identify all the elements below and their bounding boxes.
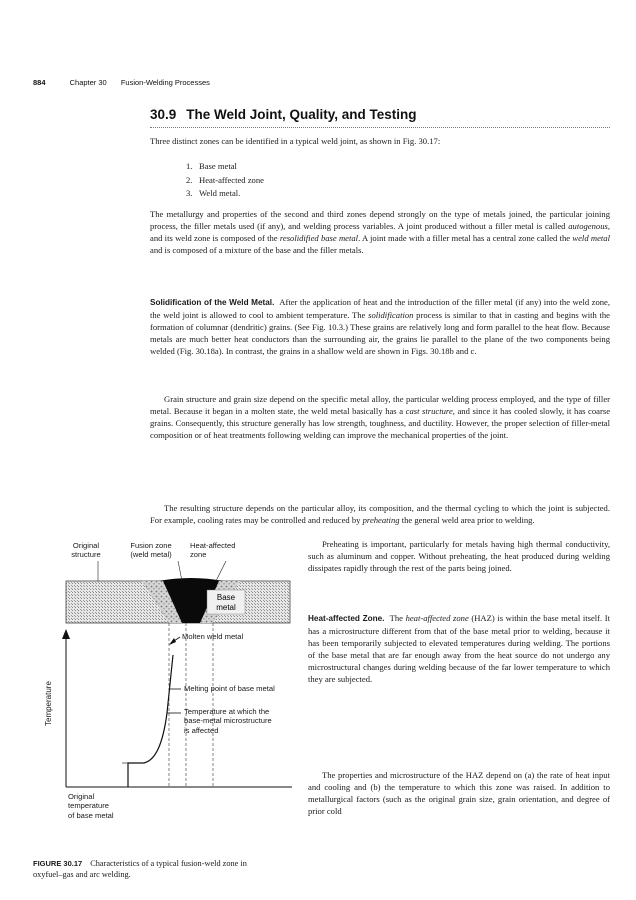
metallurgy-paragraph: The metallurgy and properties of the second and third zones depend strongly on the type of metals joined, the particular joining process, the filler metals used (if any), and welding process variables. A joint produced without a filler metal is called autogenous, and its weld zone is composed of the resolidified base metal. A joint made with a filler metal has a central zone called the weld metal and is composed of a mixture of the base and the filler metals. xyxy=(150,209,610,256)
label-heat-affected-zone: Heat-affected zone xyxy=(190,541,236,560)
intro-paragraph: Three distinct zones can be identified in a typical weld joint, as shown in Fig. 30.17: xyxy=(150,136,441,146)
caption-number: FIGURE 30.17 xyxy=(33,859,83,868)
chapter-label: Chapter 30 xyxy=(69,78,107,87)
running-header xyxy=(33,78,210,87)
haz-heading: Heat-affected Zone. xyxy=(308,614,385,623)
label-original-temperature: Original temperature of base metal xyxy=(68,792,114,820)
figure-caption xyxy=(33,858,278,880)
weld-bead xyxy=(158,578,224,581)
preheating-paragraph: Preheating is important, particularly for metals having high thermal conductivity, such as aluminum and copper. Without preheating, the heat produced during welding dissipates rapidly through the rest of the parts being joined. xyxy=(308,539,610,574)
temperature-curve xyxy=(128,655,173,787)
label-fusion-zone: Fusion zone (weld metal) xyxy=(130,541,172,560)
label-molten-weld-metal: Molten weld metal xyxy=(182,632,244,641)
label-microstructure-temperature: Temperature at which the base-metal microstructure is affected xyxy=(184,707,272,735)
label-melting-point: Melting point of base metal xyxy=(184,684,275,693)
section-heading: The Weld Joint, Quality, and Testing xyxy=(186,107,417,122)
solidification-heading: Solidification of the Weld Metal. xyxy=(150,298,275,307)
solidification-paragraph-3: The resulting structure depends on the particular alloy, its composition, and the thermal cycling to which the joint is subjected. For example, cooling rates may be controlled and reduced by preheating the general weld area prior to welding. xyxy=(150,503,610,526)
base-metal-label-line-2: metal xyxy=(216,603,236,612)
section-title xyxy=(150,107,417,122)
title-rule xyxy=(150,127,610,128)
list-item: 1. Base metal xyxy=(186,161,237,171)
chapter-title: Fusion-Welding Processes xyxy=(120,78,210,87)
molten-arrow-icon xyxy=(169,638,176,645)
solidification-paragraph-1: Solidification of the Weld Metal. After the application of heat and the introduction of the filler metal (if any) into the weld zone, the weld joint is allowed to cool to ambient temperature. The solidification process is similar to that in casting and begins with the formation of columnar (dendritic) grains. (See Fig. 10.3.) These grains are relatively long and form parallel to the heat flow. Because metals are much better heat conductors than the surrounding air, the grains lie parallel to the plane of the two components being welded (Fig. 30.18a). In contrast, the grains in a shallow weld are shown in Figs. 30.18b and c. xyxy=(150,297,611,357)
section-number: 30.9 xyxy=(150,107,177,122)
fusion-zone-pointer xyxy=(178,561,182,581)
caption-text: Characteristics of a typical fusion-weld zone in oxyfuel–gas and arc welding. xyxy=(33,859,247,879)
page-number: 884 xyxy=(33,78,46,87)
label-original-structure: Original structure xyxy=(71,541,101,560)
list-item: 3. Weld metal. xyxy=(186,188,241,198)
solidification-paragraph-2: Grain structure and grain size depend on the specific metal alloy, the particular welding process employed, and the type of filler metal. Because it began in a molten state, the weld metal basically has a cast structure, and since it has cooled slowly, it has coarse grains. Consequently, this structure generally has low strength, toughness, and ductility. However, the proper selection of filler-metal composition or of heat treatments following welding can improve the mechanical properties of the joint. xyxy=(150,394,611,441)
base-metal-label-line-1: Base xyxy=(216,593,236,602)
haz-paragraph-2: The properties and microstructure of the HAZ depend on (a) the rate of heat input and cooling and (b) the temperature to which this zone was raised. In addition to metallurgical factors (such as the original grain size, grain orientation, and degree of prior cold xyxy=(308,770,610,817)
y-axis-label: Temperature xyxy=(44,681,53,726)
haz-pointer xyxy=(216,561,226,581)
y-axis-arrow-icon xyxy=(62,629,70,639)
haz-paragraph-1: Heat-affected Zone. The heat-affected zone (HAZ) is within the base metal itself. It has a microstructure different from that of the base metal prior to welding, because it has been temporarily subjected to elevated temperatures during welding. The portions of the base metal that are far enough away from the heat source do not undergo any microstructural changes during welding because of the far lower temperature to which they are subjected. xyxy=(308,613,610,685)
zones-list xyxy=(186,160,264,201)
list-item: 2. Heat-affected zone xyxy=(186,174,264,185)
